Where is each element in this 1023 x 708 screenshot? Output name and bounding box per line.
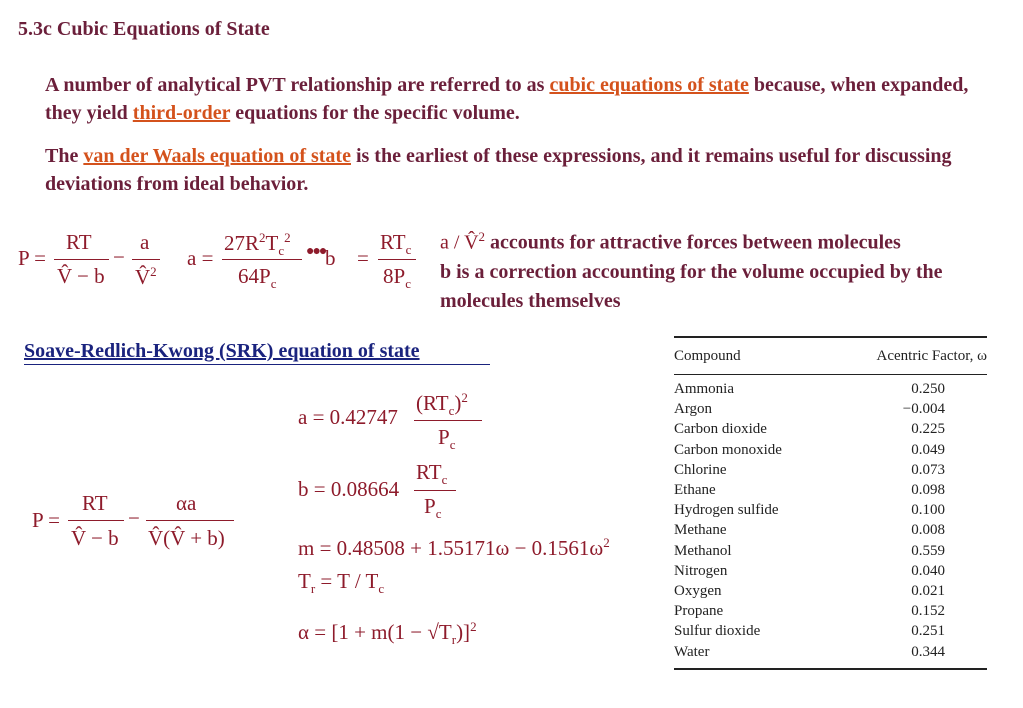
cubic-eos-link[interactable]: cubic equations of state <box>549 74 749 96</box>
srk-a-denominator: $P_c$ <box>438 425 456 453</box>
compound-name: Ammonia <box>674 381 734 397</box>
table-row <box>674 502 987 522</box>
intro-text-1: A number of analytical PVT relationship are referred to as <box>45 74 550 96</box>
acentric-value: 0.344 <box>911 643 945 660</box>
table-row <box>674 421 987 441</box>
compound-name: Ethane <box>674 482 716 498</box>
acentric-value: 0.049 <box>911 441 945 458</box>
acentric-value: −0.004 <box>902 401 945 418</box>
acentric-value: 0.250 <box>911 381 945 397</box>
table-row <box>674 401 987 421</box>
intro-text-3: equations for the specific volume. <box>230 102 520 124</box>
vdw-note-line-2: b is a correction accounting for the volume occupied by the molecules themselves <box>440 260 943 312</box>
table-row <box>674 603 987 623</box>
srk-alpha-a: αa <box>176 491 197 515</box>
srk-fraction-line-2 <box>146 520 234 521</box>
srk-fraction-line-4 <box>414 490 456 491</box>
srk-title[interactable]: Soave-Redlich-Kwong (SRK) equation of state <box>24 340 420 362</box>
srk-v-term: V̂(V̂ + b) <box>148 526 225 550</box>
table-row <box>674 462 987 482</box>
vdw-b-label: b <box>325 246 336 270</box>
srk-p-label: P = <box>32 508 60 532</box>
table-header-rule <box>674 374 987 375</box>
table-header-acentric: Acentric Factor, ω <box>876 348 987 364</box>
vdw-p-label: P = <box>18 246 46 270</box>
compound-name: Methane <box>674 522 727 539</box>
acentric-value: 0.559 <box>911 542 945 559</box>
vdw-a-numerator: a <box>140 230 150 254</box>
srk-m-equation: $m = 0.48508 + 1.55171\omega - 0.1561\omega^2$ <box>298 535 610 560</box>
vdw-link[interactable]: van der Waals equation of state <box>83 145 351 167</box>
compound-name: Water <box>674 643 710 660</box>
compound-name: Chlorine <box>674 461 727 478</box>
table-row <box>674 563 987 583</box>
vdw-rt-numerator: RT <box>66 230 92 254</box>
vdw-v-denominator: V̂$^2$ <box>135 264 157 289</box>
compound-name: Argon <box>674 401 713 418</box>
table-row <box>674 644 987 664</box>
acentric-value: 0.073 <box>911 461 945 478</box>
third-order-link[interactable]: third-order <box>132 102 231 124</box>
table-row <box>674 583 987 603</box>
acentric-value: 0.040 <box>911 562 945 579</box>
compound-name: Carbon dioxide <box>674 421 767 438</box>
acentric-value: 0.225 <box>911 421 945 438</box>
srk-b-label: b = 0.08664 <box>298 477 400 501</box>
srk-alpha-equation: $\alpha = [1 + m(1 - √T_r)]^2$ <box>298 619 477 648</box>
compound-name: Methanol <box>674 542 732 559</box>
vdw-text-2: is the earliest of these expressions, and it remains useful for discussing deviations from ideal behavior. <box>45 145 952 195</box>
srk-b-denominator: $P_c$ <box>424 494 442 522</box>
vdw-b-denominator: $8P_c$ <box>383 264 411 292</box>
compound-name: Sulfur dioxide <box>674 623 761 640</box>
ellipsis-icon: ●●● <box>306 244 326 259</box>
vdw-minus-sign: − <box>113 245 125 269</box>
vdw-b-equals: = <box>357 246 369 270</box>
compound-name: Propane <box>674 603 724 620</box>
table-bottom-rule <box>674 668 987 670</box>
acentric-value: 0.098 <box>911 482 945 498</box>
acentric-value: 0.100 <box>911 502 945 519</box>
srk-fraction-line-3 <box>414 420 482 421</box>
compound-name: Carbon monoxide <box>674 441 782 458</box>
vdw-b-numerator: $RT_c$ <box>380 230 412 258</box>
srk-b-numerator: $RT_c$ <box>416 460 448 488</box>
vdw-a-numerator-expr: $27R^2T_c^2$ <box>224 230 291 259</box>
acentric-value: 0.008 <box>911 522 945 539</box>
acentric-factor-table <box>674 336 987 676</box>
vdw-a-label: a = <box>187 246 214 270</box>
compound-name: Nitrogen <box>674 562 728 579</box>
vdw-a-denominator: $64P_c$ <box>238 264 277 292</box>
srk-v-minus-b: V̂ − b <box>71 526 119 550</box>
table-row <box>674 623 987 643</box>
table-row <box>674 381 987 401</box>
acentric-value: 0.021 <box>911 583 945 599</box>
srk-tr-equation: $T_r = T / T_c$ <box>298 569 385 597</box>
acentric-value: 0.251 <box>911 623 945 640</box>
vdw-v-minus-b: V̂ − b <box>57 264 105 288</box>
table-row <box>674 522 987 542</box>
acentric-value: 0.152 <box>911 603 945 620</box>
srk-a-numerator: $(RT_c)^2$ <box>416 390 468 419</box>
table-row <box>674 482 987 502</box>
table-top-rule <box>674 336 987 338</box>
srk-a-label: a = 0.42747 <box>298 405 398 429</box>
compound-name: Oxygen <box>674 583 722 599</box>
slide-title: 5.3c Cubic Equations of State <box>18 18 270 40</box>
srk-minus-sign: − <box>128 506 140 530</box>
table-header-compound: Compound <box>674 348 741 364</box>
vdw-text-1: The <box>45 145 84 167</box>
srk-rt-numerator: RT <box>82 491 108 515</box>
vdw-note-line-1: a / V̂$^2$ accounts for attractive forces between molecules <box>440 229 901 254</box>
table-row <box>674 543 987 563</box>
intro-text-2: because, when expanded, they yield <box>45 74 969 124</box>
srk-fraction-line-1 <box>68 520 124 521</box>
table-row <box>674 442 987 462</box>
compound-name: Hydrogen sulfide <box>674 502 779 519</box>
